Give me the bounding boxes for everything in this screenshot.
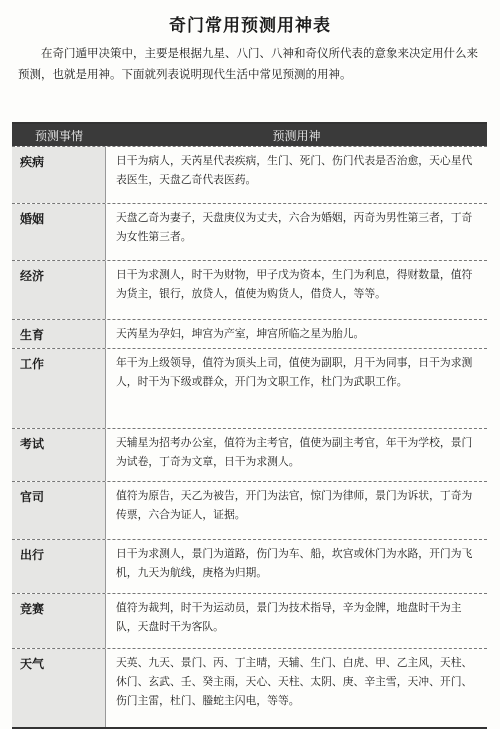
row-text: 日干为病人，天芮星代表疾病，生门、死门、伤门代表是否治愈，天心星代表医生，天盘乙奇代表医药。: [116, 154, 473, 186]
row-text: 天盘乙奇为妻子，天盘庚仪为丈夫，六合为婚姻，丙奇为男性第三者，丁奇为女性第三者。: [116, 211, 473, 243]
row-category: 生育: [12, 320, 106, 348]
table-row: [12, 319, 487, 348]
table-row: [12, 648, 487, 727]
table-row: [12, 593, 487, 648]
row-text: 天英、九天、景门、丙、丁主晴，天辅、生门、白虎、甲、乙主风，天柱、休门、玄武、壬、癸主雨，天心、天柱、太阴、庚、辛主雪，天冲、开门、伤门主雷，杜门、螣蛇主闪电，等等。: [116, 656, 473, 707]
row-category: 官司: [12, 482, 106, 539]
row-category: 经济: [12, 261, 106, 319]
table-row: [12, 260, 487, 319]
table-row: [12, 348, 487, 428]
row-text: 日干为求测人，景门为道路，伤门为车、船，坎宫或休门为水路，开门为飞机，九天为航线，庚格为归期。: [116, 547, 473, 579]
page-title: 奇门常用预测用神表: [169, 16, 331, 36]
row-category: 疾病: [12, 147, 106, 203]
row-category: 出行: [12, 540, 106, 593]
row-category: 天气: [12, 649, 106, 727]
row-text: 年干为上级领导，值符为顶头上司，值使为副职，月干为同事，日干为求测人，时干为下级或群众，开门为文职工作，杜门为武职工作。: [116, 356, 473, 388]
row-category: 考试: [12, 429, 106, 481]
row-category: 婚姻: [12, 204, 106, 260]
table-row: [12, 203, 487, 260]
row-text: 天辅星为招考办公室，值符为主考官，值使为副主考官，年干为学校，景门为试卷，丁奇为文章，日干为求测人。: [116, 436, 473, 468]
intro-paragraph: 在奇门遁甲决策中，主要是根据九星、八门、八神和奇仪所代表的意象来决定用什么来预测，也就是用神。下面就列表说明现代生活中常见预测的用神。: [18, 46, 478, 81]
row-category: 竞赛: [12, 594, 106, 648]
row-category: 工作: [12, 349, 106, 428]
table-row: [12, 539, 487, 593]
divination-table: [12, 122, 487, 729]
table-row: [12, 146, 487, 203]
table-row: [12, 481, 487, 539]
row-text: 值符为原告，天乙为被告，开门为法官，惊门为律师，景门为诉状，丁奇为传票，六合为证人，证据。: [116, 489, 473, 521]
header-symbol: 预测用神: [272, 128, 321, 143]
row-text: 值符为裁判，时干为运动员，景门为技术指导，辛为金牌，地盘时干为主队，天盘时干为客队。: [116, 601, 462, 633]
table-row: [12, 428, 487, 481]
row-text: 日干为求测人，时干为财物，甲子戊为资本，生门为利息，得财数量，值符为货主，银行，放贷人，值使为购货人，借贷人，等等。: [116, 268, 473, 300]
row-text: 天芮星为孕妇，坤宫为产室，坤宫所临之星为胎儿。: [116, 327, 365, 340]
table-header: [12, 124, 487, 146]
header-category: 预测事情: [34, 128, 83, 143]
